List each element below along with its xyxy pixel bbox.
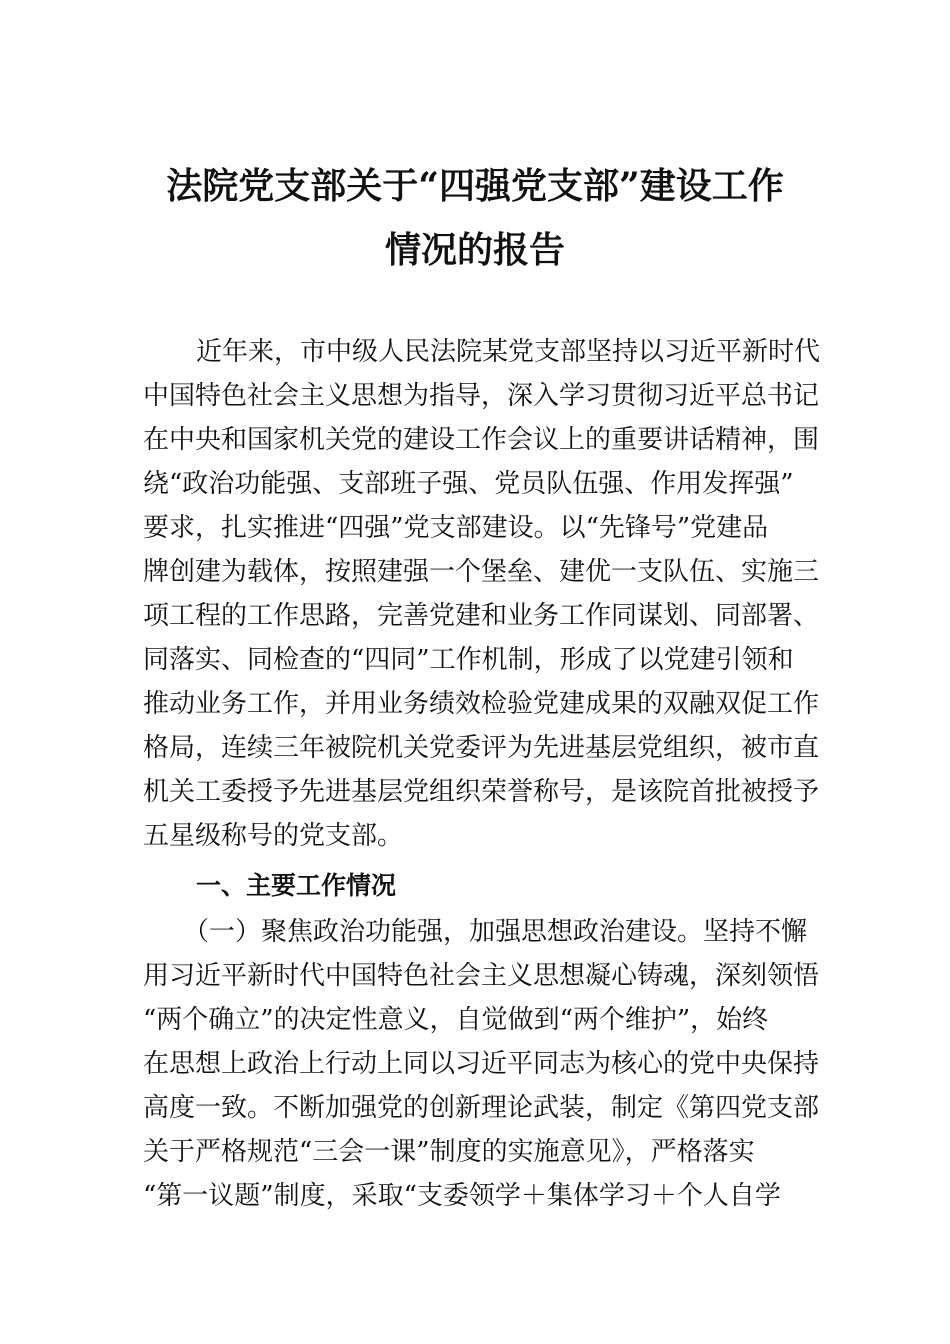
intro-line: 在中央和国家机关党的建设工作会议上的重要讲话精神，围 (143, 425, 820, 455)
section-line: （一）聚焦政治功能强，加强思想政治建设。坚持不懈 (183, 917, 808, 947)
intro-line: 项工程的工作思路，完善党建和业务工作同谋划、同部署、 (143, 601, 820, 631)
section-line: 用习近平新时代中国特色社会主义思想凝心铸魂，深刻领悟 (143, 961, 820, 991)
intro-line: 近年来，市中级人民法院某党支部坚持以习近平新时代 (196, 337, 821, 367)
section-heading: 一、主要工作情况 (196, 871, 397, 900)
document-title-line-1: 法院党支部关于“四强党支部”建设工作 (166, 165, 784, 207)
section-line: 关于严格规范“三会一课”制度的实施意见》，严格落实 (143, 1137, 755, 1167)
section-line: “第一议题”制度，采取“支委领学＋集体学习＋个人自学 (143, 1181, 781, 1211)
intro-line: 绕“政治功能强、支部班子强、党员队伍强、作用发挥强” (143, 469, 794, 499)
section-line: 在思想上政治上行动上同以习近平同志为核心的党中央保持 (143, 1049, 820, 1079)
intro-line: 牌创建为载体，按照建强一个堡垒、建优一支队伍、实施三 (143, 557, 820, 587)
intro-line: 格局，连续三年被院机关党委评为先进基层党组织，被市直 (143, 733, 820, 763)
intro-line: 推动业务工作，并用业务绩效检验党建成果的双融双促工作 (143, 689, 820, 719)
intro-line: 同落实、同检查的“四同”工作机制，形成了以党建引领和 (143, 645, 794, 675)
intro-line: 机关工委授予先进基层党组织荣誉称号，是该院首批被授予 (143, 777, 820, 807)
section-line: “两个确立”的决定性意义，自觉做到“两个维护”，始终 (143, 1005, 769, 1035)
intro-line: 五星级称号的党支部。 (143, 821, 404, 851)
intro-line: 中国特色社会主义思想为指导，深入学习贯彻习近平总书记 (143, 381, 820, 411)
document-title-line-2: 情况的报告 (384, 229, 565, 271)
section-line: 高度一致。不断加强党的创新理论武装，制定《第四党支部 (143, 1093, 820, 1123)
intro-line: 要求，扎实推进“四强”党支部建设。以“先锋号”党建品 (143, 513, 769, 543)
